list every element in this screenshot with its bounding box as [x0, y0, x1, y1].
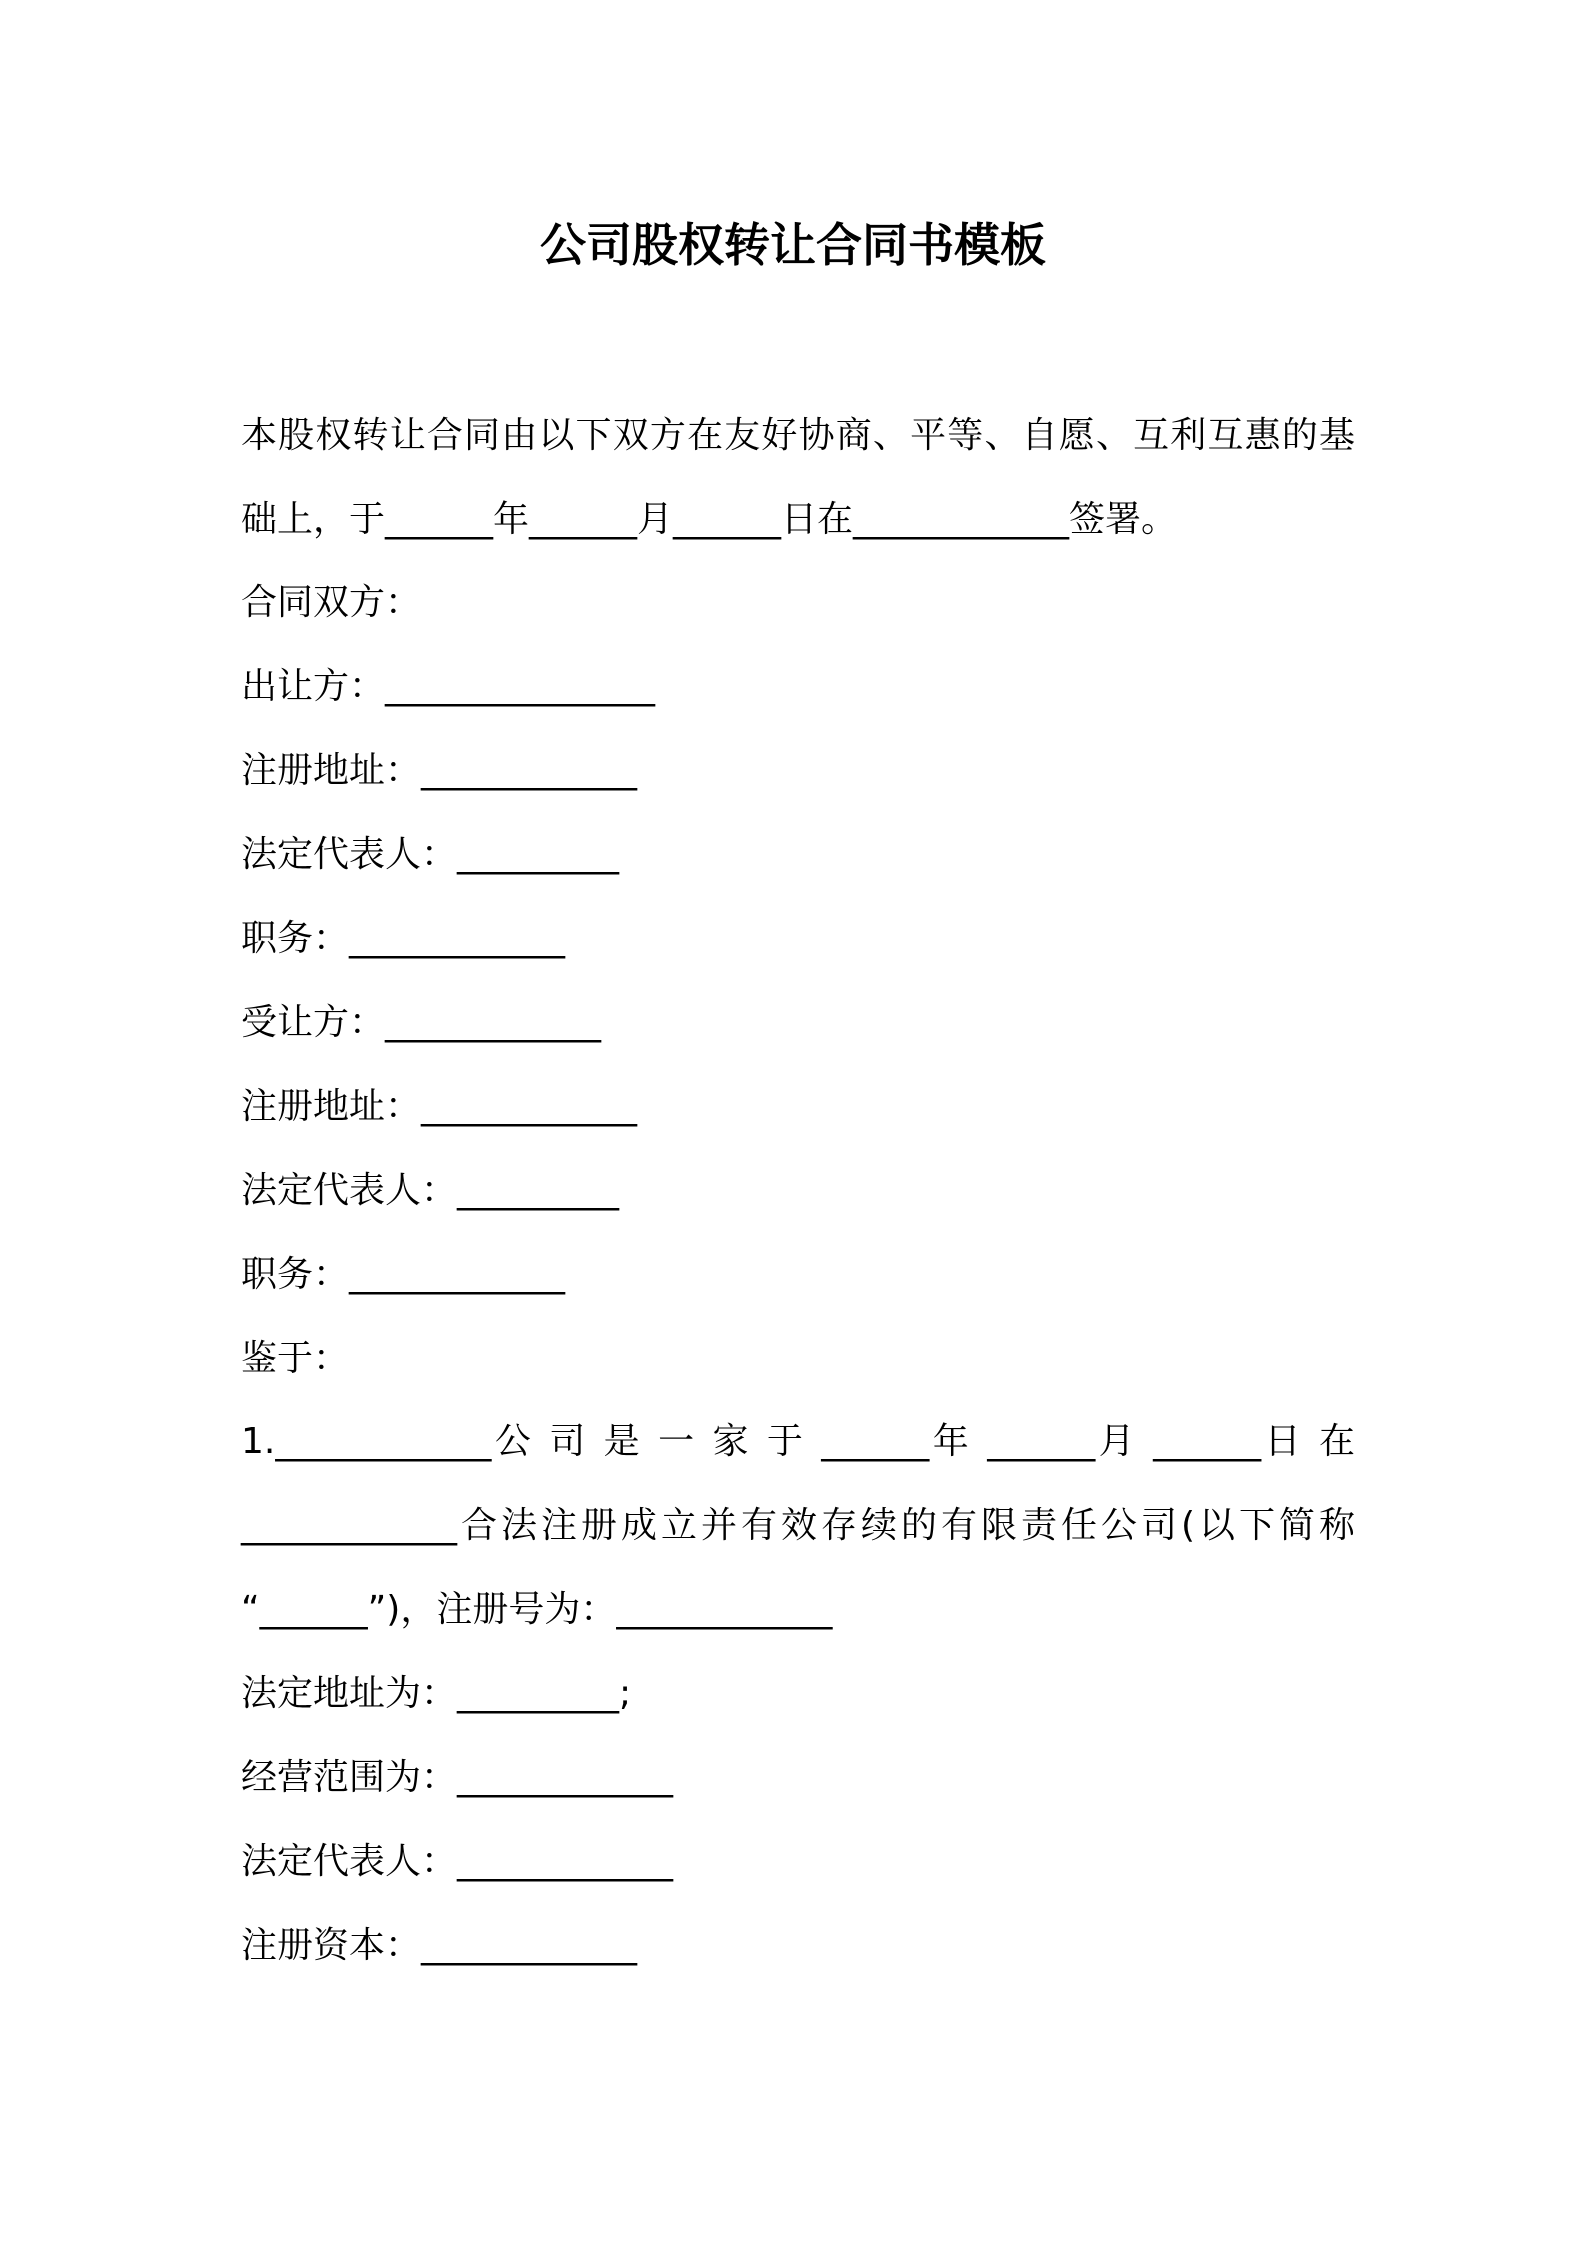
clause1-business-scope: 经营范围为：____________ — [241, 1757, 674, 1798]
intro-line-1: 本股权转让合同由以下双方在友好协商、平等、自愿、互利互惠的基 — [241, 415, 1355, 456]
clause1-legal-rep: 法定代表人：____________ — [241, 1841, 674, 1882]
intro-line-2: 础上，于______年______月______日在____________签署。 — [241, 499, 1178, 540]
transferee-legal-rep: 法定代表人：_________ — [241, 1170, 620, 1211]
clause1-registered-capital: 注册资本：____________ — [241, 1925, 638, 1966]
transferor-address: 注册地址：____________ — [241, 750, 638, 791]
transferee-address: 注册地址：____________ — [241, 1086, 638, 1127]
document-title: 公司股权转让合同书模板 — [540, 218, 1046, 272]
whereas-heading: 鉴于： — [241, 1338, 350, 1379]
transferor-name: 出让方：_______________ — [241, 666, 656, 707]
transferor-legal-rep: 法定代表人：_________ — [241, 834, 620, 875]
clause1-legal-address: 法定地址为：_________; — [241, 1673, 632, 1714]
transferee-position: 职务：____________ — [241, 1254, 566, 1295]
parties-heading: 合同双方： — [241, 582, 422, 623]
transferee-name: 受让方：____________ — [241, 1002, 602, 1043]
transferor-position: 职务：____________ — [241, 918, 566, 959]
clause1-line-1: 1.____________公 司 是 一 家 于 ______年 ______月 ______日 在 — [241, 1421, 1355, 1462]
clause1-line-2: ____________合法注册成立并有效存续的有限责任公司(以下简称 — [241, 1505, 1355, 1546]
clause1-line-3: “______”)，注册号为：____________ — [241, 1589, 833, 1630]
